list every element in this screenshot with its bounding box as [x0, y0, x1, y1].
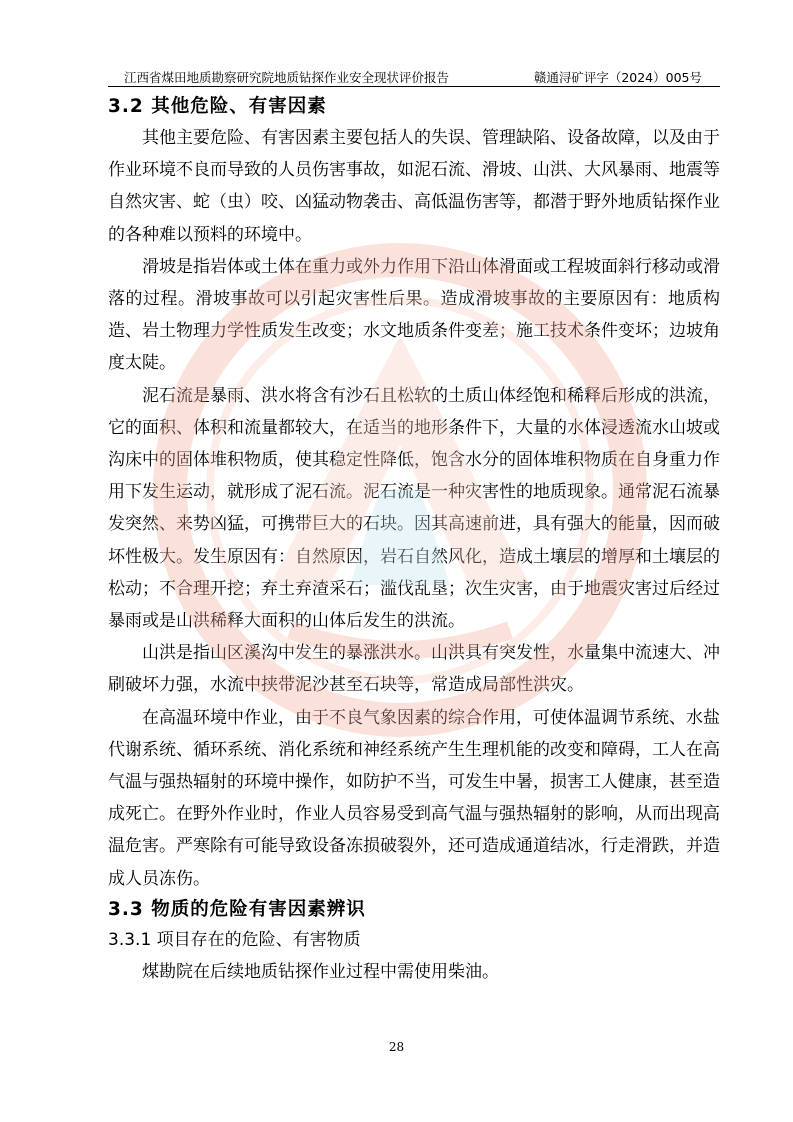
paragraph: 山洪是指山区溪沟中发生的暴涨洪水。山洪具有突发性，水量集中流速大、冲刷破坏力强，水流中挟带泥沙甚至石块等，常造成局部性洪灾。 — [108, 643, 720, 696]
page-number: 28 — [388, 1040, 405, 1054]
page-body — [108, 92, 720, 988]
paragraph: 泥石流是暴雨、洪水将含有沙石且松软的土质山体经饱和稀释后形成的洪流，它的面积、体积和流量都较大，在适当的地形条件下，大量的水体浸透流水山坡或沟床中的固体堆积物质，使其稳定性降低，饱含水分的固体堆积物质在自身重力作用下发生运动，就形成了泥石流。泥石流是一种灾害性的地质现象。通常泥石流暴发突然、来势凶猛，可携带巨大的石块。因其高速前进，具有强大的能量，因而破坏性极大。发生原因有：自然原因，岩石自然风化，造成土壤层的增厚和土壤层的松动；不合理开挖；弃土弃渣采石；滥伐乱垦；次生灾害，由于地震灾害过后经过暴雨或是山洪稀释大面积的山体后发生的洪流。 — [108, 385, 720, 632]
header-document-number: 赣通浔矿评字（2024）005号 — [533, 70, 702, 85]
paragraph: 滑坡是指岩体或土体在重力或外力作用下沿山体滑面或工程坡面斜行移动或滑落的过程。滑坡事故可以引起灾害性后果。造成滑坡事故的主要原因有：地质构造、岩土物理力学性质发生改变；水文地质条件变差；施工技术条件变坏；边坡角度太陡。 — [108, 256, 720, 374]
paragraph: 煤勘院在后续地质钻探作业过程中需使用柴油。 — [142, 961, 499, 982]
paragraph: 在高温环境中作业，由于不良气象因素的综合作用，可使体温调节系统、水盐代谢系统、循环系统、消化系统和神经系统产生生理机能的改变和障碍，工人在高气温与强热辐射的环境中操作，如防护不当，可发生中暑，损害工人健康，甚至造成死亡。在野外作业时，作业人员容易受到高气温与强热辐射的影响，从而出现高温危害。严寒除有可能导致设备冻损破裂外，还可造成通道结冰，行走滑跌，并造成人员冻伤。 — [108, 707, 720, 889]
section-3-2-heading: 3.2 其他危险、有害因素 — [108, 96, 327, 117]
header-report-title: 江西省煤田地质勘察研究院地质钻探作业安全现状评价报告 — [124, 70, 450, 85]
page-header — [108, 64, 720, 87]
section-3-3-heading: 3.3 物质的危险有害因素辨识 — [108, 898, 366, 920]
paragraph: 其他主要危险、有害因素主要包括人的失误、管理缺陷、设备故障，以及由于作业环境不良而导致的人员伤害事故，如泥石流、滑坡、山洪、大风暴雨、地震等自然灾害、蛇（虫）咬、凶猛动物袭击、高低温伤害等，都潜于野外地质钻探作业的各种难以预料的环境中。 — [108, 128, 720, 245]
section-3-3-1-heading: 3.3.1 项目存在的危险、有害物质 — [108, 929, 361, 950]
